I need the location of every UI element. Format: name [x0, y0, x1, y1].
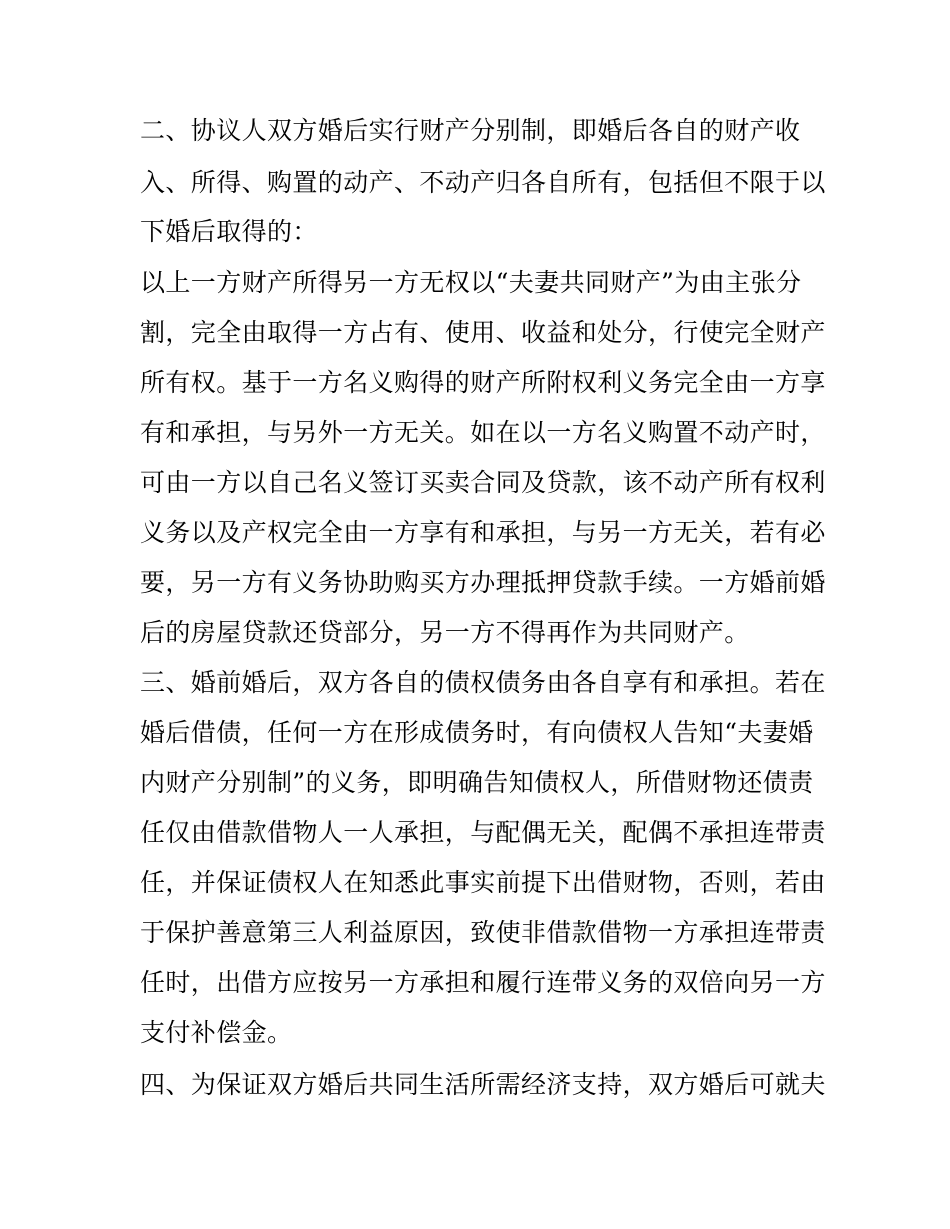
text-line: 婚后借债，任何一方在形成债务时，有向债权人告知“夫妻婚	[140, 718, 814, 747]
text-line: 所有权。基于一方名义购得的财产所附权利义务完全由一方享	[140, 368, 826, 397]
text-line: 以上一方财产所得另一方无权以“夫妻共同财产”为由主张分	[140, 268, 802, 297]
text-line: 入、所得、购置的动产、不动产归各自所有，包括但不限于以	[140, 168, 826, 197]
text-line: 任仅由借款借物人一人承担，与配偶无关，配偶不承担连带责	[140, 818, 826, 847]
text-line: 任时，出借方应按另一方承担和履行连带义务的双倍向另一方	[140, 968, 826, 997]
text-line: 于保护善意第三人利益原因，致使非借款借物一方承担连带责	[140, 918, 826, 947]
text-line: 割，完全由取得一方占有、使用、收益和处分，行使完全财产	[140, 318, 826, 347]
text-line: 要，另一方有义务协助购买方办理抵押贷款手续。一方婚前婚	[140, 568, 826, 597]
text-line: 支付补偿金。	[140, 1018, 293, 1047]
text-line: 内财产分别制”的义务，即明确告知债权人，所借财物还债责	[140, 768, 814, 797]
text-line: 三、婚前婚后，双方各自的债权债务由各自享有和承担。若在	[140, 668, 826, 697]
text-line: 任，并保证债权人在知悉此事实前提下出借财物，否则，若由	[140, 868, 826, 897]
text-line: 后的房屋贷款还贷部分，另一方不得再作为共同财产。	[140, 618, 750, 647]
text-line: 义务以及产权完全由一方享有和承担，与另一方无关，若有必	[140, 518, 826, 547]
text-line: 可由一方以自己名义签订买卖合同及贷款，该不动产所有权利	[140, 468, 826, 497]
text-line: 有和承担，与另外一方无关。如在以一方名义购置不动产时，	[140, 418, 826, 447]
text-line: 四、为保证双方婚后共同生活所需经济支持，双方婚后可就夫	[140, 1070, 826, 1099]
text-line: 二、协议人双方婚后实行财产分别制，即婚后各自的财产收	[140, 116, 801, 145]
text-line: 下婚后取得的：	[140, 217, 318, 246]
